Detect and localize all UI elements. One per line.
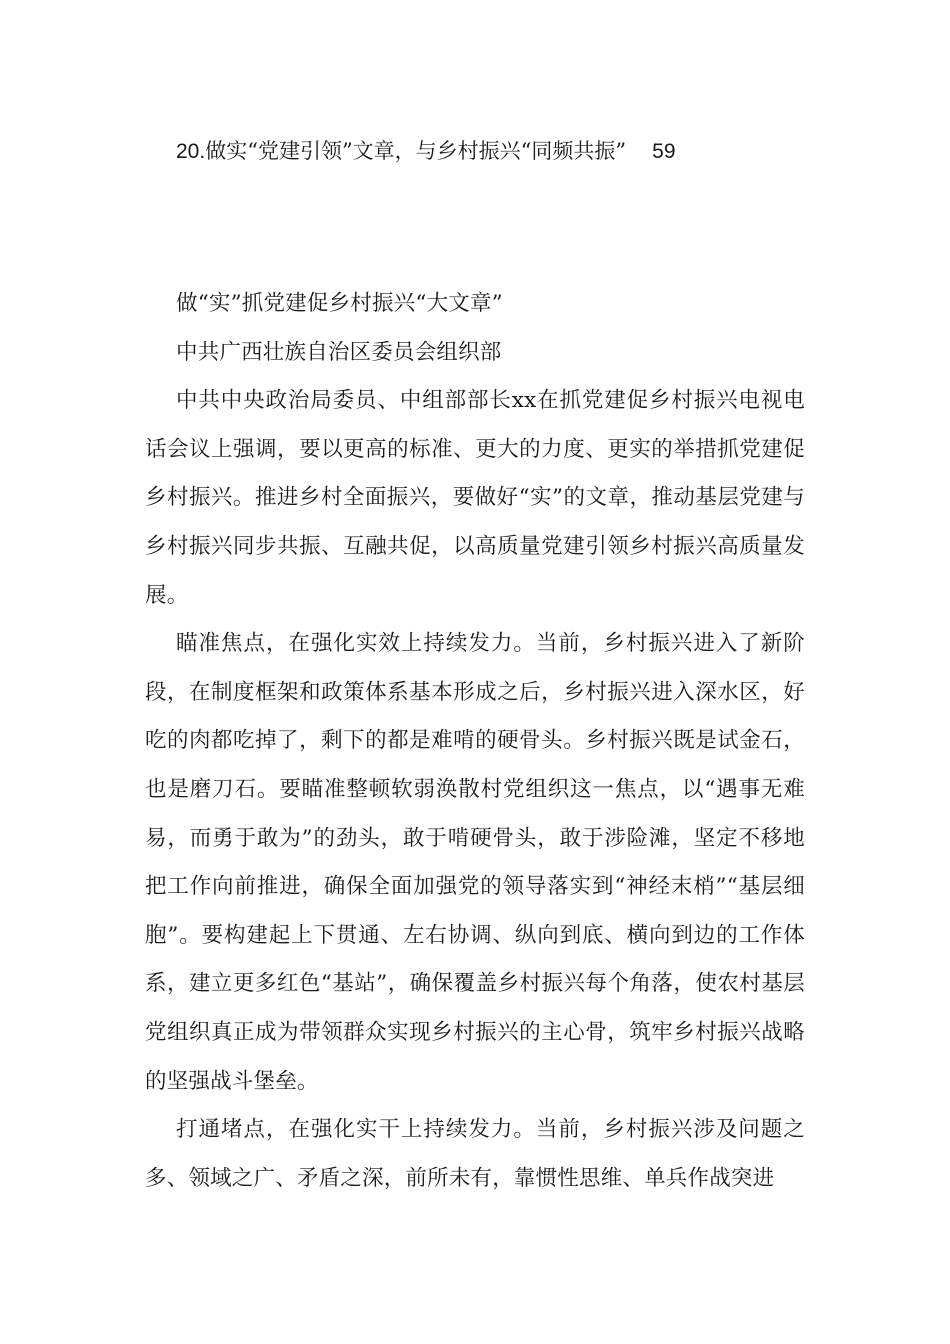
article-title: 做“实”抓党建促乡村振兴“大文章”: [176, 291, 503, 316]
article-paragraph: 中共中央政治局委员、中组部部长xx在抓党建促乡村振兴电视电话会议上强调，要以更高的标准、更大的力度、更实的举措抓党建促乡村振兴。推进乡村全面振兴，要做好“实”的文章，推动基层党建与乡村振兴同步共振、互融共促，以高质量党建引领乡村振兴高质量发展。: [145, 388, 805, 608]
toc-entry[interactable]: [176, 134, 676, 169]
article-paragraph: 打通堵点，在强化实干上持续发力。当前，乡村振兴涉及问题之多、领域之广、矛盾之深，前所未有，靠惯性思维、单兵作战突进: [145, 1117, 805, 1191]
article-author: 中共广西壮族自治区委员会组织部: [176, 339, 502, 365]
toc-entry-number: 20.: [176, 140, 206, 163]
toc-entry-title: 做实“党建引领”文章，与乡村振兴“同频共振”: [205, 139, 627, 163]
article-paragraph: 瞄准焦点，在强化实效上持续发力。当前，乡村振兴进入了新阶段，在制度框架和政策体系基本形成之后，乡村振兴进入深水区，好吃的肉都吃掉了，剩下的都是难啃的硬骨头。乡村振兴既是试金石，也是磨刀石。要瞄准整顿软弱涣散村党组织这一焦点，以“遇事无难易，而勇于敢为”的劲头，敢于啃硬骨头，敢于涉险滩，坚定不移地把工作向前推进，确保全面加强党的领导落实到“神经末梢”“基层细胞”。要构建起上下贯通、左右协调、纵向到底、横向到边的工作体系，建立更多红色“基站”，确保覆盖乡村振兴每个角落，使农村基层党组织真正成为带领群众实现乡村振兴的主心骨，筑牢乡村振兴战略的坚强战斗堡垒。: [145, 631, 805, 1094]
article-body: [145, 280, 805, 1203]
toc-entry-page: 59: [652, 140, 676, 163]
